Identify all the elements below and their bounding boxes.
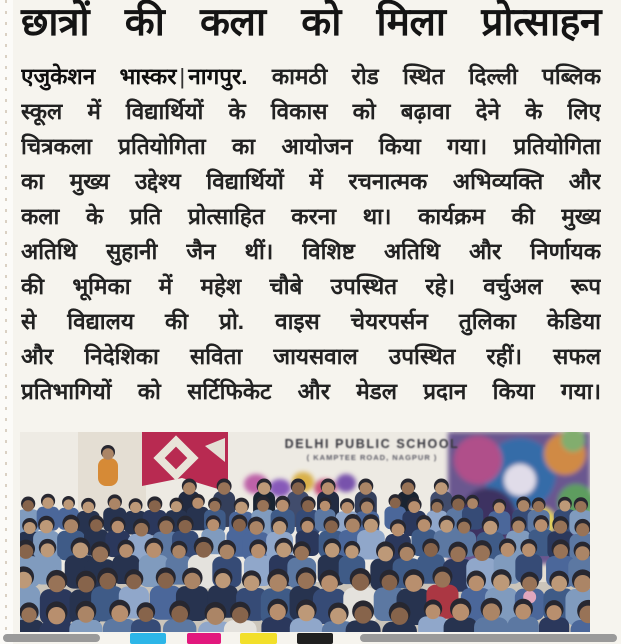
print-mark-gray-left (3, 634, 100, 642)
byline-source: एजुकेशन भास्कर (21, 64, 177, 89)
print-mark-gray-right (360, 634, 617, 642)
group-photo-illustration (20, 432, 590, 632)
print-registration-marks (0, 632, 621, 644)
body-line: का मुख्य उद्देश्य विद्यार्थियों में रचनात्मक अभिव्यक्ति और (21, 169, 601, 194)
photo-banner-line2: ( KAMPTEE ROAD, NAGPUR ) (306, 453, 438, 462)
lead-text: कामठी रोड स्थित दिल्ली पब्लिक (271, 64, 601, 89)
print-mark-black (297, 633, 333, 644)
body-line: चित्रकला प्रतियोगिता का आयोजन किया गया। प्रतियोगिता (21, 134, 601, 159)
group-photo (20, 432, 590, 632)
body-line: की भूमिका में महेश चौबे उपस्थित रहे। वर्चुअल रूप (21, 274, 601, 299)
body-line: स्कूल में विद्यार्थियों के विकास को बढ़ावा देने के लिए (21, 99, 601, 124)
print-mark-cyan (130, 633, 166, 644)
article-body (13, 59, 613, 409)
body-line: अतिथि सुहानी जैन थीं। विशिष्ट अतिथि और निर्णायक (21, 239, 601, 264)
body-line: कला के प्रति प्रोत्साहित करना था। कार्यक्रम की मुख्य (21, 204, 601, 229)
print-mark-magenta (187, 633, 221, 644)
print-mark-yellow (240, 633, 277, 644)
scan-edge (0, 0, 13, 644)
byline-city: नागपुर. (188, 64, 248, 89)
body-line: से विद्यालय की प्रो. वाइस चेयरपर्सन तुलिका केडिया (21, 309, 601, 334)
body-lines (21, 94, 601, 409)
byline-separator: | (179, 64, 186, 89)
headline: छात्रों की कला को मिला प्रोत्साहन (21, 1, 601, 44)
body-line-lead (21, 59, 601, 94)
body-line: प्रतिभागियों को सर्टिफिकेट और मेडल प्रदान किया गया। (21, 379, 601, 404)
article (13, 0, 613, 409)
photo-banner-line1: DELHI PUBLIC SCHOOL (284, 437, 460, 451)
body-line: और निदेशिका सविता जायसवाल उपस्थित रहीं। सफल (21, 344, 601, 369)
